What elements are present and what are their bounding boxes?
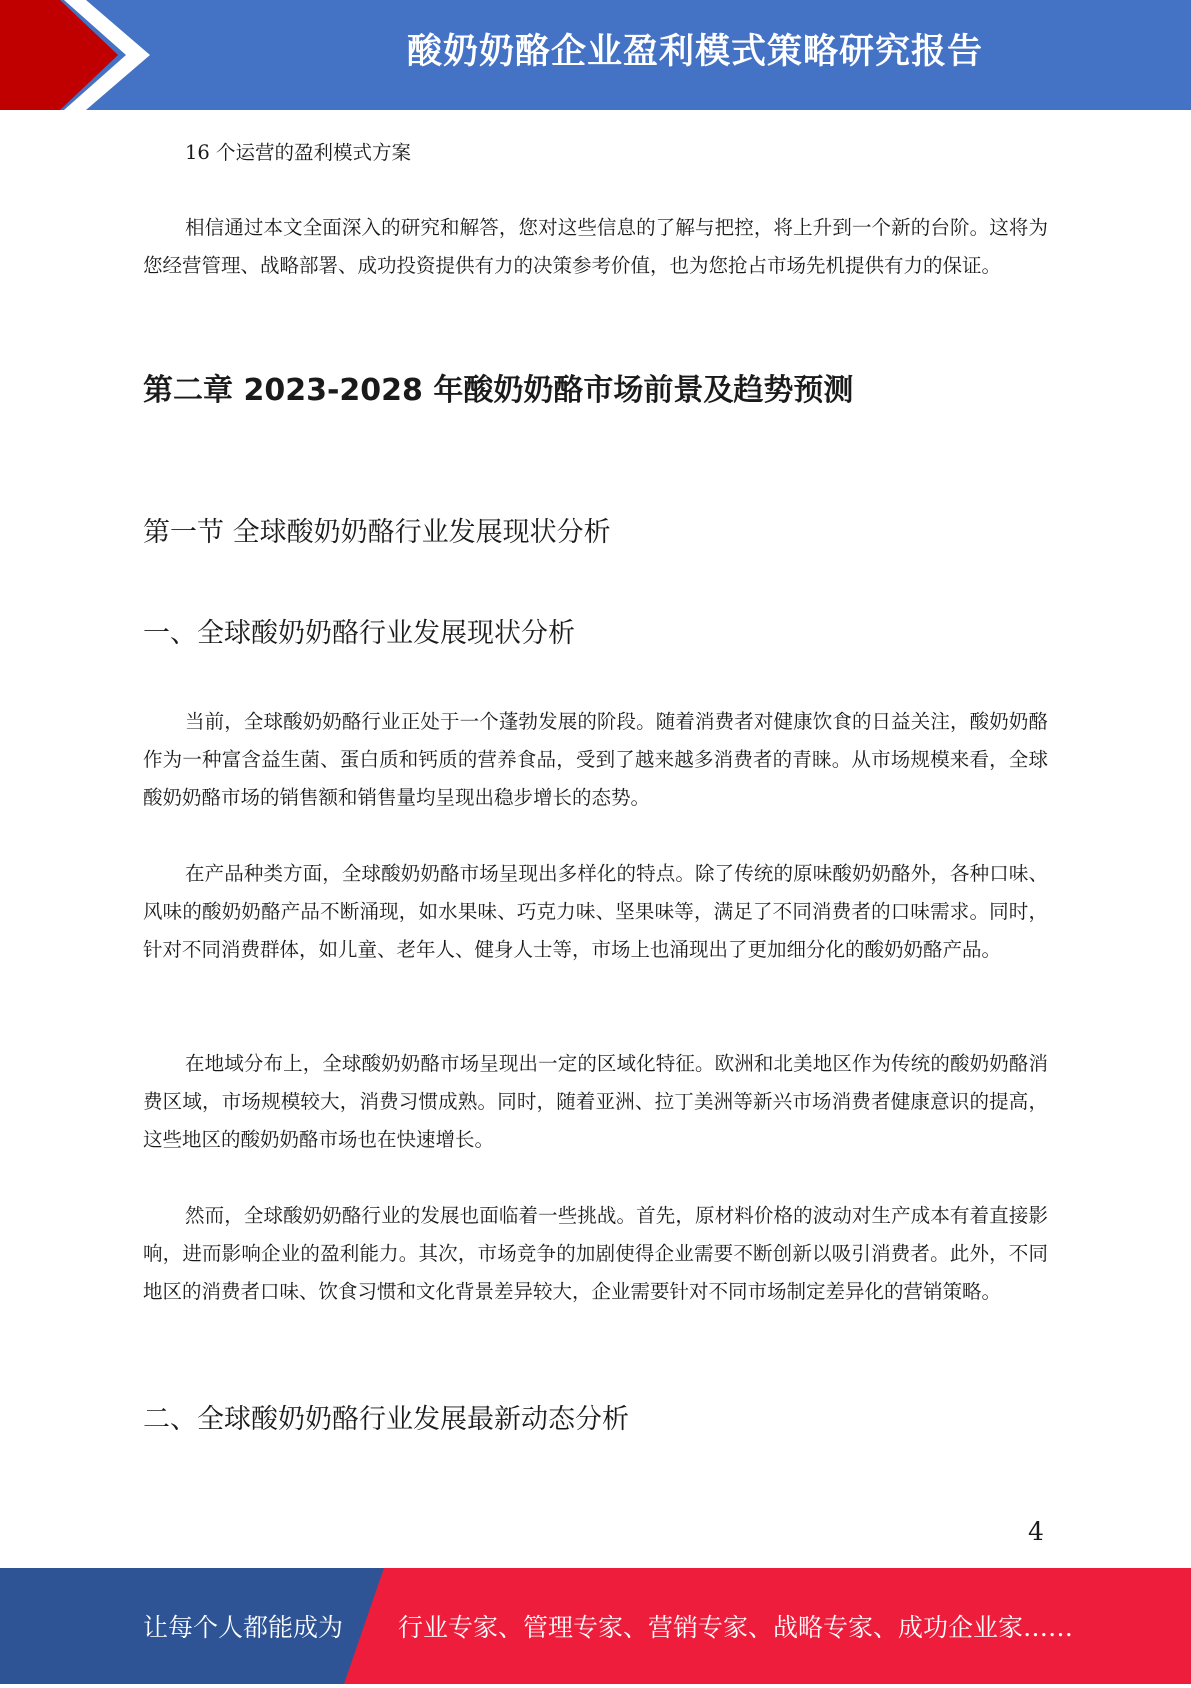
body-paragraph-1: 当前，全球酸奶奶酪行业正处于一个蓬勃发展的阶段。随着消费者对健康饮食的日益关注，酸奶奶酪作为一种富含益生菌、蛋白质和钙质的营养食品，受到了越来越多消费者的青睐。从市场规模来看，全球酸奶奶酪市场的销售额和销售量均呈现出稳步增长的态势。 [143,710,1048,809]
footer-slogan-left: 让每个人都能成为 [143,1613,344,1642]
body-paragraph-2: 在产品种类方面，全球酸奶奶酪市场呈现出多样化的特点。除了传统的原味酸奶奶酪外，各种口味、风味的酸奶奶酪产品不断涌现，如水果味、巧克力味、坚果味等，满足了不同消费者的口味需求。同时，针对不同消费群体，如儿童、老年人、健身人士等，市场上也涌现出了更加细分化的酸奶奶酪产品。 [143,862,1048,961]
body-paragraph-3: 在地域分布上，全球酸奶奶酪市场呈现出一定的区域化特征。欧洲和北美地区作为传统的酸奶奶酪消费区域，市场规模较大，消费习惯成熟。同时，随着亚洲、拉丁美洲等新兴市场消费者健康意识的提高，这些地区的酸奶奶酪市场也在快速增长。 [143,1052,1048,1151]
section-title: 第一节 全球酸奶奶酪行业发展现状分析 [143,517,611,548]
arrow-decoration [0,0,160,110]
page-header [0,0,1191,110]
page-footer [0,1568,1191,1684]
report-title: 酸奶奶酪企业盈利模式策略研究报告 [406,32,983,72]
chapter-title: 第二章 2023-2028 年酸奶奶酪市场前景及趋势预测 [143,373,854,408]
page-number: 4 [1028,1517,1044,1546]
subsection-title-1: 一、全球酸奶奶酪行业发展现状分析 [143,618,575,649]
intro-line: 16 个运营的盈利模式方案 [185,141,412,164]
intro-paragraph: 相信通过本文全面深入的研究和解答，您对这些信息的了解与把控，将上升到一个新的台阶。这将为您经营管理、战略部署、成功投资提供有力的决策参考价值，也为您抢占市场先机提供有力的保证。 [143,216,1048,277]
subsection-title-2: 二、全球酸奶奶酪行业发展最新动态分析 [143,1404,629,1435]
footer-slogan-right: 行业专家、管理专家、营销专家、战略专家、成功企业家…… [398,1613,1074,1642]
body-paragraph-4: 然而，全球酸奶奶酪行业的发展也面临着一些挑战。首先，原材料价格的波动对生产成本有着直接影响，进而影响企业的盈利能力。其次，市场竞争的加剧使得企业需要不断创新以吸引消费者。此外，不同地区的消费者口味、饮食习惯和文化背景差异较大，企业需要针对不同市场制定差异化的营销策略。 [143,1204,1048,1303]
